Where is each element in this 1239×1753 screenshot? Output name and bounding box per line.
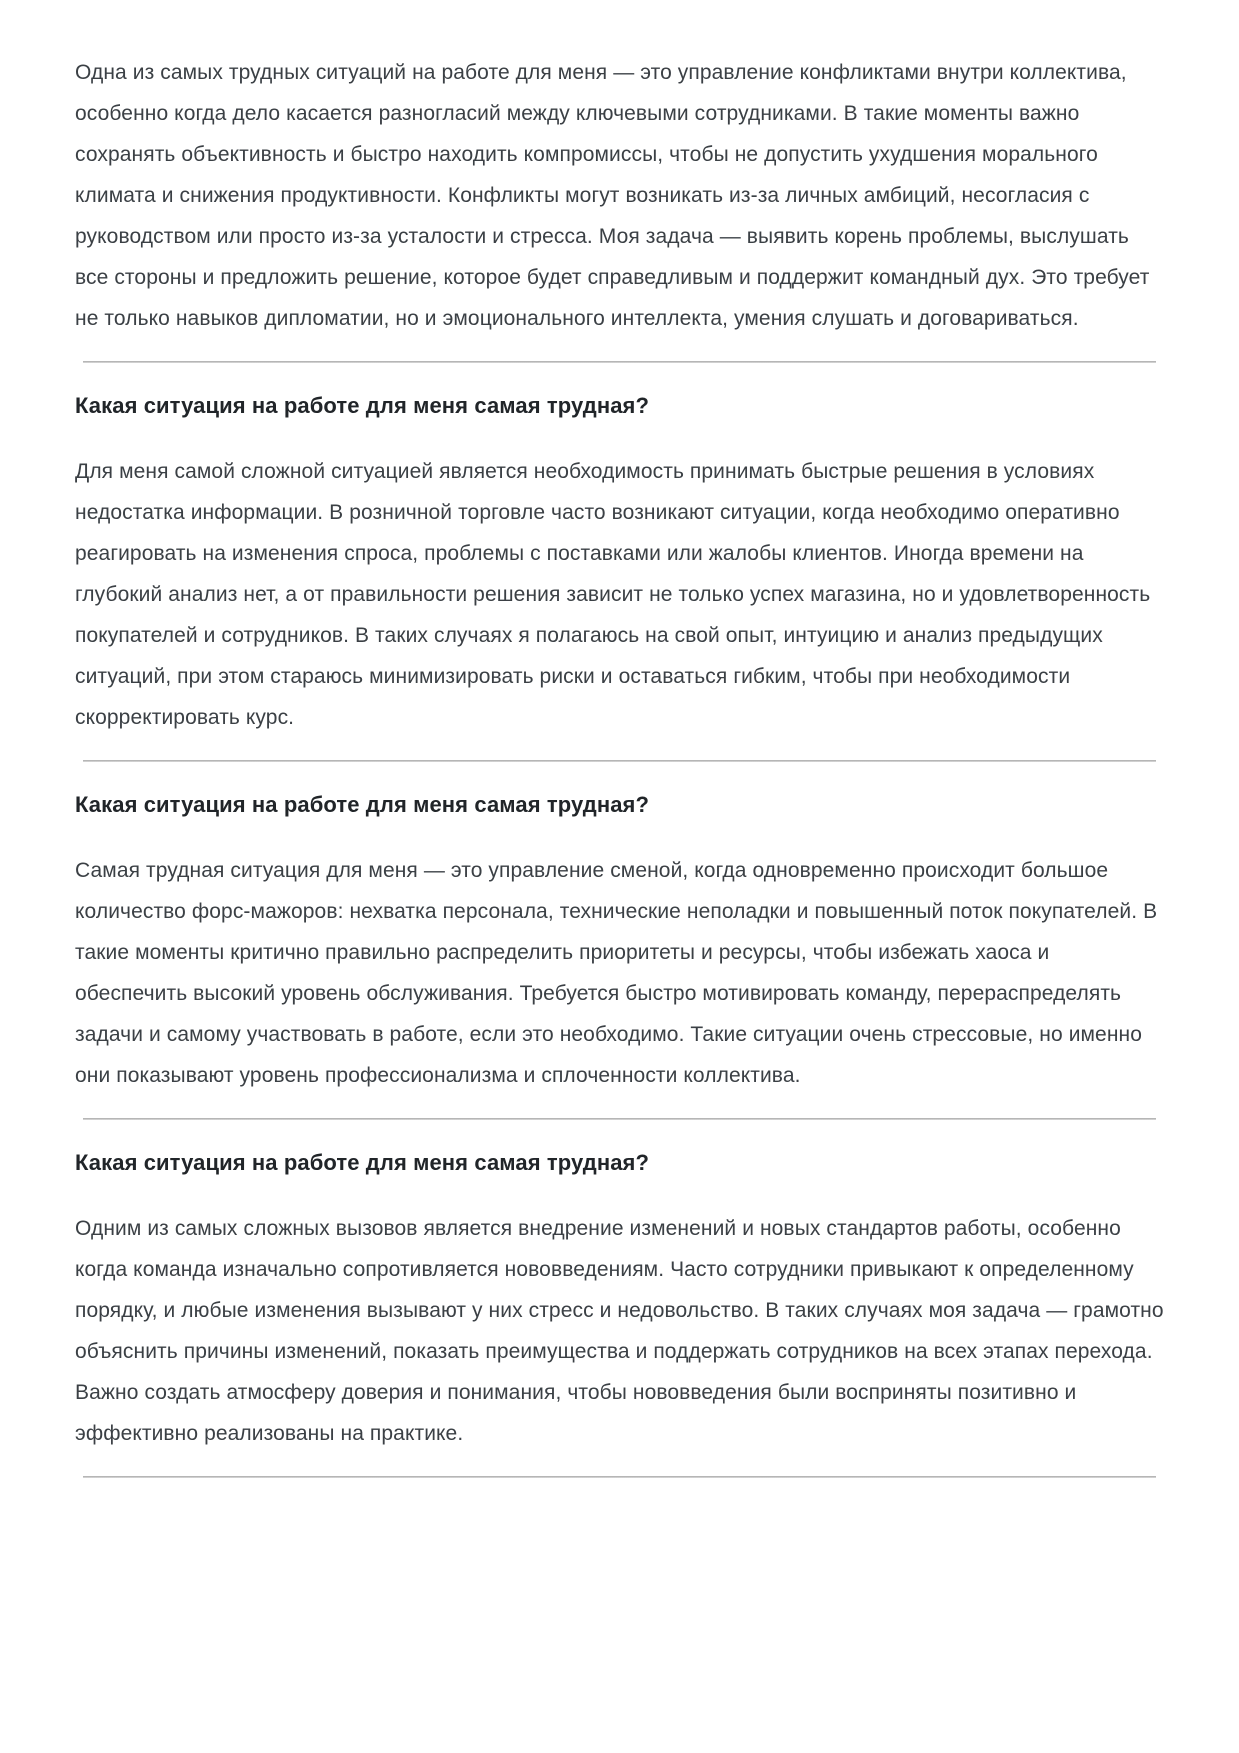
section-divider-3: [83, 1118, 1156, 1120]
section-divider-4: [83, 1476, 1156, 1478]
answer-paragraph-1: Для меня самой сложной ситуацией является необходимость принимать быстрые решения в условиях недостатка информации. В розничной торговле часто возникают ситуации, когда необходимо оперативно реагировать на изменения спроса, проблемы с поставками или жалобы клиентов. Иногда времени на глубокий анализ нет, а от правильности решения зависит не только успех магазина, но и удовлетворенность покупателей и сотрудников. В таких случаях я полагаюсь на свой опыт, интуицию и анализ предыдущих ситуаций, при этом стараюсь минимизировать риски и оставаться гибким, чтобы при необходимости скорректировать курс.: [75, 460, 1151, 729]
section-divider-2: [83, 760, 1156, 762]
answer-paragraph-3: Одним из самых сложных вызовов является внедрение изменений и новых стандартов работы, особенно когда команда изначально сопротивляется нововведениям. Часто сотрудники привыкают к определенному порядку, и любые изменения вызывают у них стресс и недовольство. В таких случаях моя задача — грамотно объяснить причины изменений, показать преимущества и поддержать сотрудников на всех этапах перехода. Важно создать атмосферу доверия и понимания, чтобы нововведения были восприняты позитивно и эффективно реализованы на практике.: [75, 1217, 1164, 1445]
question-heading-1: Какая ситуация на работе для меня самая трудная?: [75, 393, 650, 418]
section-divider-1: [83, 361, 1156, 363]
answer-paragraph-2: Самая трудная ситуация для меня — это управление сменой, когда одновременно происходит большое количество форс-мажоров: нехватка персонала, технические неполадки и повышенный поток покупателей. В такие моменты критично правильно распределить приоритеты и ресурсы, чтобы избежать хаоса и обеспечить высокий уровень обслуживания. Требуется быстро мотивировать команду, перераспределять задачи и самому участвовать в работе, если это необходимо. Такие ситуации очень стрессовые, но именно они показывают уровень профессионализма и сплоченности коллектива.: [75, 859, 1158, 1087]
question-heading-3: Какая ситуация на работе для меня самая трудная?: [75, 1150, 650, 1175]
intro-paragraph: Одна из самых трудных ситуаций на работе для меня — это управление конфликтами внутри коллектива, особенно когда дело касается разногласий между ключевыми сотрудниками. В такие моменты важно сохранять объективность и быстро находить компромиссы, чтобы не допустить ухудшения морального климата и снижения продуктивности. Конфликты могут возникать из-за личных амбиций, несогласия с руководством или просто из-за усталости и стресса. Моя задача — выявить корень проблемы, выслушать все стороны и предложить решение, которое будет справедливым и поддержит командный дух. Это требует не только навыков дипломатии, но и эмоционального интеллекта, умения слушать и договариваться.: [75, 61, 1150, 330]
question-heading-2: Какая ситуация на работе для меня самая трудная?: [75, 792, 650, 817]
